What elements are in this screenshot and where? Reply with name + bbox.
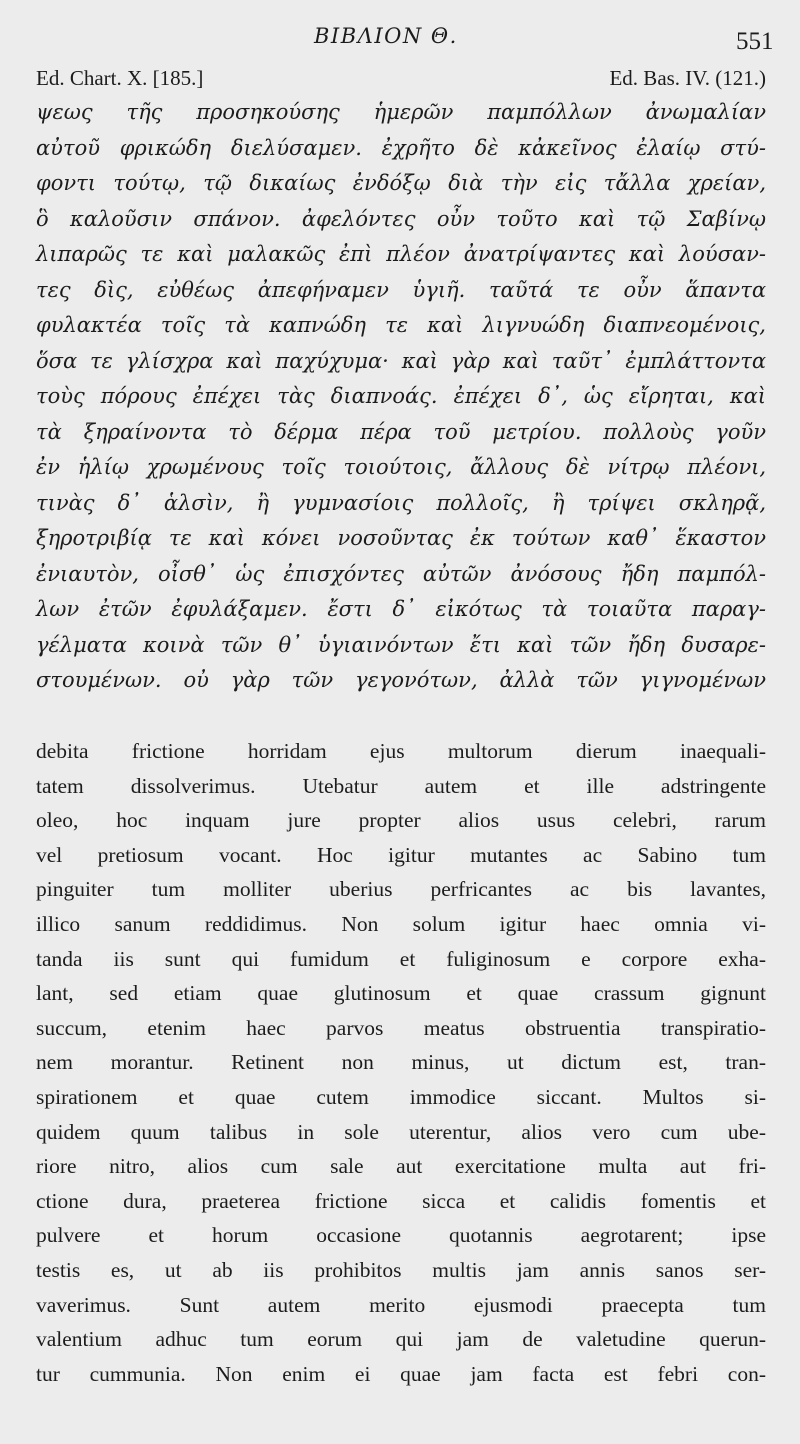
latin-line: quidem quum talibus in sole uterentur, alios vero cum ube- [36, 1119, 766, 1144]
greek-line: τες δὶς, εὐθέως ἀπεφήναμεν ὑγιῆ. ταῦτά τε οὖν ἅπαντα [36, 277, 766, 302]
latin-line: vaverimus. Sunt autem merito ejusmodi praecepta tum [36, 1292, 766, 1317]
greek-line: στουμένων. οὐ γὰρ τῶν γεγονότων, ἀλλὰ τῶν γιγνομένων [36, 668, 766, 692]
greek-line: τινὰς δ᾽ ἁλσὶν, ἢ γυμνασίοις πολλοῖς, ἢ τρίψει σκληρᾷ, [36, 490, 766, 515]
greek-line: ὅσα τε γλίσχρα καὶ παχύχυμα· καὶ γὰρ καὶ ταῦτ᾽ ἐμπλάττοντα [36, 348, 766, 373]
latin-line: oleo, hoc inquam jure propter alios usus celebri, rarum [36, 808, 766, 833]
latin-line: testis es, ut ab iis prohibitos multis jam annis sanos ser- [36, 1257, 766, 1282]
book-title: BIBΛΙΟΝ Θ. [314, 24, 458, 48]
greek-line: φυλακτέα τοῖς τὰ καπνώδη τε καὶ λιγνυώδη διαπνεομένοις, [36, 313, 766, 337]
greek-line: λων ἐτῶν ἐφυλάξαμεν. ἔστι δ᾽ εἰκότως τὰ τοιαῦτα παραγ- [36, 597, 766, 621]
latin-text-block [36, 734, 766, 1391]
latin-line: succum, etenim haec parvos meatus obstruentia transpiratio- [36, 1015, 766, 1040]
latin-line: tanda iis sunt qui fumidum et fuliginosum e corpore exha- [36, 946, 766, 971]
greek-line: ἐν ἡλίῳ χρωμένους τοῖς τοιούτοις, ἄλλους δὲ νίτρῳ πλέονι, [36, 455, 766, 479]
edition-reference-chart: Ed. Chart. X. [185.] [36, 66, 204, 90]
latin-line: illico sanum reddidimus. Non solum igitur haec omnia vi- [36, 911, 766, 936]
latin-line: ctione dura, praeterea frictione sicca et calidis fomentis et [36, 1188, 766, 1213]
greek-line: τὰ ξηραίνοντα τὸ δέρμα πέρα τοῦ μετρίου. πολλοὺς γοῦν [36, 419, 766, 444]
latin-line: tatem dissolverimus. Utebatur autem et ille adstringente [36, 773, 766, 798]
running-head [0, 22, 800, 56]
greek-line: φοντι τούτῳ, τῷ δικαίως ἐνδόξῳ διὰ τὴν εἰς τἄλλα χρείαν, [36, 171, 766, 195]
greek-text-block [36, 95, 766, 699]
page-number: 551 [736, 28, 774, 55]
latin-line: spirationem et quae cutem immodice siccant. Multos si- [36, 1084, 766, 1109]
greek-line: ἐνιαυτὸν, οἶσθ᾽ ὡς ἐπισχόντες αὐτῶν ἀνόσους ἤδη παμπόλ- [36, 561, 766, 586]
greek-line: ψεως τῆς προσηκούσης ἡμερῶν παμπόλλων ἀνωμαλίαν [36, 100, 766, 124]
edition-reference-line [36, 66, 766, 96]
latin-line: debita frictione horridam ejus multorum dierum inaequali- [36, 739, 766, 763]
greek-line: ὃ καλοῦσιν σπάνον. ἀφελόντες οὖν τοῦτο καὶ τῷ Σαβίνῳ [36, 206, 766, 231]
latin-line: lant, sed etiam quae glutinosum et quae crassum gignunt [36, 981, 766, 1006]
latin-line: riore nitro, alios cum sale aut exercitatione multa aut fri- [36, 1154, 766, 1179]
greek-line: λιπαρῶς τε καὶ μαλακῶς ἐπὶ πλέον ἀνατρίψαντες καὶ λούσαν- [36, 242, 766, 266]
latin-line: valentium adhuc tum eorum qui jam de valetudine querun- [36, 1327, 766, 1352]
latin-line: pinguiter tum molliter uberius perfricantes ac bis lavantes, [36, 877, 766, 902]
greek-line: τοὺς πόρους ἐπέχει τὰς διαπνοάς. ἐπέχει δ᾽, ὡς εἴρηται, καὶ [36, 384, 766, 408]
edition-reference-basel: Ed. Bas. IV. (121.) [609, 66, 766, 90]
greek-line: γέλματα κοινὰ τῶν θ᾽ ὑγιαινόντων ἔτι καὶ τῶν ἤδη δυσαρε- [36, 632, 766, 657]
latin-line: vel pretiosum vocant. Hoc igitur mutantes ac Sabino tum [36, 842, 766, 867]
latin-line: tur cummunia. Non enim ei quae jam facta est febri con- [36, 1361, 766, 1386]
greek-line: ξηροτριβίᾳ τε καὶ κόνει νοσοῦντας ἐκ τούτων καθ᾽ ἕκαστον [36, 526, 766, 550]
latin-line: nem morantur. Retinent non minus, ut dictum est, tran- [36, 1050, 766, 1075]
latin-line: pulvere et horum occasione quotannis aegrotarent; ipse [36, 1223, 766, 1248]
greek-line: αὐτοῦ φρικώδη διελύσαμεν. ἐχρῆτο δὲ κἀκεῖνος ἐλαίῳ στύ- [36, 135, 766, 160]
